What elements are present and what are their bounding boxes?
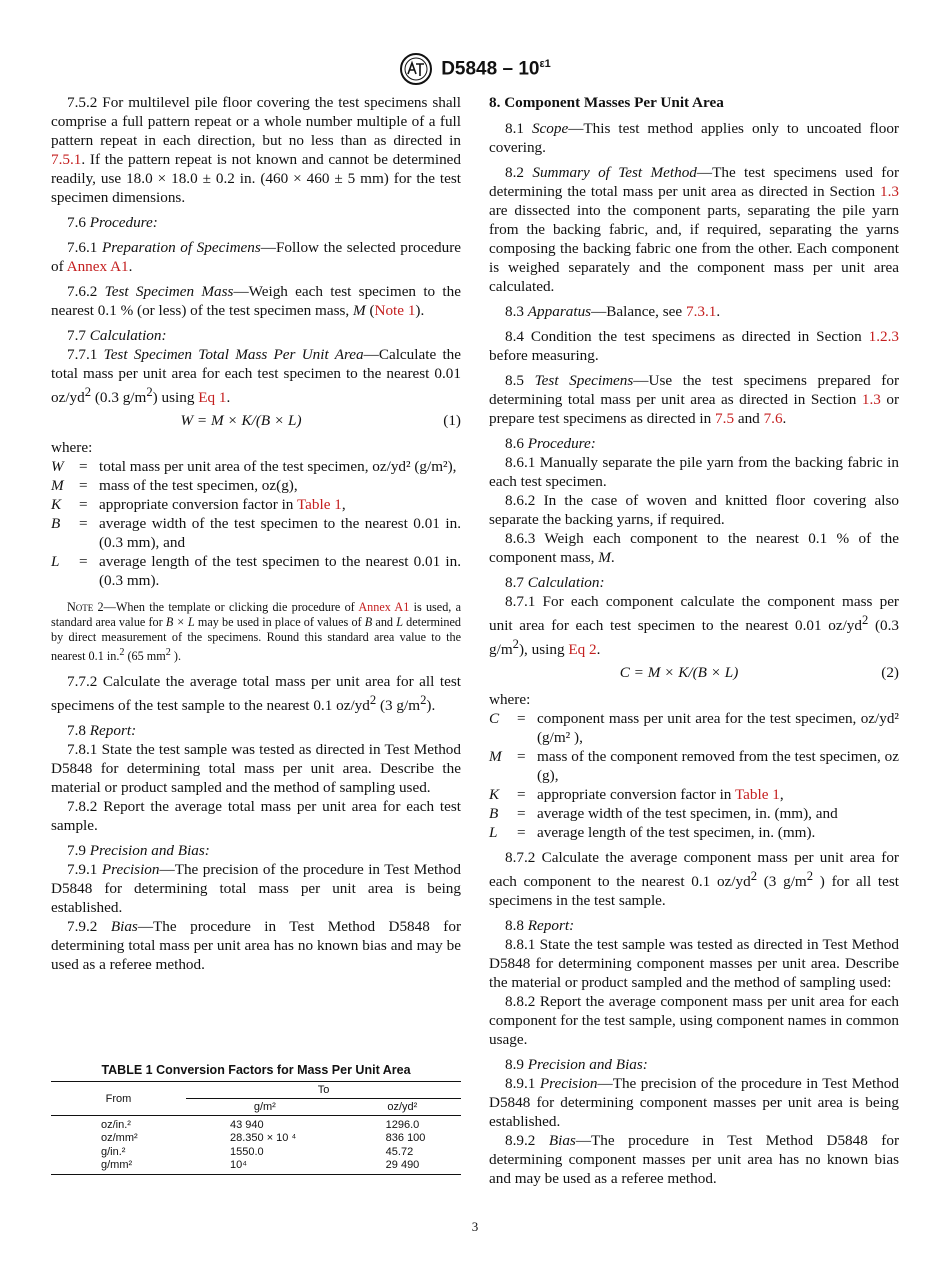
para-7-9-2: 7.9.2 Bias—The procedure in Test Method D5848 for determining total mass per unit area has no known bias and may be used as a referee method. xyxy=(51,918,461,974)
para-7-7-2: 7.7.2 Calculate the average total mass per unit area for all test specimens of the test sample to the nearest 0.1 $oz/yd^2$ (3 $g/m^2$). xyxy=(51,673,461,715)
variable-row: L = average length of the test specimen to the nearest 0.01 in. (0.3 mm). xyxy=(51,553,461,590)
para-8-8: 8.8 Report: xyxy=(505,917,575,935)
link-table-1[interactable]: Table 1 xyxy=(734,786,780,804)
standard-designation: $D5848 - 10^{\varepsilon 1}$ xyxy=(441,57,551,80)
variable-row: M = mass of the test specimen, oz(g), xyxy=(51,477,298,495)
left-column xyxy=(51,93,461,980)
para-7-6-2: 7.6.2 Test Specimen Mass—Weigh each test specimen to the nearest 0.1 % (or less) of the test specimen mass, M (Note 1). xyxy=(51,283,461,319)
link-7-6[interactable]: 7.6 xyxy=(763,410,783,427)
column-header-gm2: g/m² xyxy=(186,1099,344,1116)
link-table-1[interactable]: Table 1 xyxy=(296,496,342,514)
conversion-table xyxy=(51,1081,461,1175)
para-7-6: 7.6 Procedure: xyxy=(67,214,158,231)
table-1 xyxy=(51,1063,461,1175)
column-header-from: From xyxy=(51,1082,186,1116)
para-8-4: 8.4 Condition the test specimens as directed in Section 1.2.3 before measuring. xyxy=(489,328,899,364)
equation-2: C = M × K/(B × L) (2) xyxy=(619,664,899,682)
para-8-1: 8.1 Scope—This test method applies only to uncoated floor covering. xyxy=(489,120,899,156)
variable-row: B = average width of the test specimen to the nearest 0.01 in. (0.3 mm), and xyxy=(51,515,461,552)
para-8-9: 8.9 Precision and Bias: xyxy=(505,1056,648,1074)
para-7-9: 7.9 Precision and Bias: xyxy=(67,842,210,860)
variable-row: K = appropriate conversion factor in Table 1, xyxy=(489,786,784,804)
variable-row: L = average length of the test specimen, in. (mm). xyxy=(489,824,816,842)
table-row: oz/in.² 43 940 1296.0 xyxy=(101,1119,420,1131)
link-1-3[interactable]: 1.3 xyxy=(880,183,899,200)
para-8-3: 8.3 Apparatus—Balance, see 7.3.1. xyxy=(505,303,721,320)
variable-list xyxy=(489,709,899,842)
para-7-7-1: 7.7.1 Test Specimen Total Mass Per Unit Area—Calculate the total mass per unit area for each test specimen to the nearest 0.01 $oz/yd^2$ (0.3 $g/m^2$) using Eq 1. xyxy=(51,346,462,407)
para-8-2: 8.2 Summary of Test Method—The test specimens used for determining the total mass per unit area as directed in Section 1.3 are dissected into the component parts, separating the pile yarn from the backing fabric, and, if required, separating the yarns composing the backing fabric one from the other. Each component is weighed separately and the component mass per unit area calculated. xyxy=(489,164,900,295)
where-label: where: xyxy=(51,439,93,457)
page-header xyxy=(0,52,950,91)
link-1-2-3[interactable]: 1.2.3 xyxy=(868,328,899,345)
note-2: Note 2—When the template or clicking die procedure of Annex A1 is used, a standard area value for B × L may be used in place of values of B and L determined by direct measurement of the specimens. Round this standard area value to the nearest 0.1 in.$^2$ (65 $mm^2$ ). xyxy=(51,600,462,664)
para-7-8-1: 7.8.1 State the test sample was tested as directed in Test Method D5848 for determining total mass per unit area. Describe the material or product sampled and the method of sampling used. xyxy=(51,741,461,797)
variable-row: W = total mass per unit area of the test specimen, oz/yd² (g/m²), xyxy=(51,458,457,476)
para-7-5-2: 7.5.2 For multilevel pile floor covering the test specimens shall comprise a full pattern repeat or a whole number multiple of a full pattern repeat in each direction, but no less than as directed in 7.5.1. If the pattern repeat is not known and cannot be determined readily, use 18.0 × 18.0 ± 0.2 in. (460 × 460 ± 5 mm) for the test specimen dimensions. xyxy=(51,94,461,206)
para-7-8-2: 7.8.2 Report the average total mass per unit area for each test sample. xyxy=(51,798,461,835)
column-header-ozyd2: oz/yd² xyxy=(344,1099,461,1116)
para-8-9-1: 8.9.1 Precision—The precision of the procedure in Test Method D5848 for determining component masses per unit area is being established. xyxy=(489,1075,899,1131)
para-8-6: 8.6 Procedure: xyxy=(505,435,596,452)
para-8-7-1: 8.7.1 For each component calculate the component mass per unit area for each test specimen to the nearest 0.01 $oz/yd^2$ (0.3 $g/m^2$), using Eq 2. xyxy=(489,593,899,659)
para-7-6-1: 7.6.1 Preparation of Specimens—Follow the selected procedure of Annex A1. xyxy=(51,239,462,275)
variable-row: M = mass of the component removed from the test specimen, oz (g), xyxy=(489,748,899,785)
table-row: g/mm² 10⁴ 29 490 xyxy=(51,1159,461,1175)
para-8-6-3: 8.6.3 Weigh each component to the nearest 0.1 % of the component mass, M. xyxy=(489,530,899,566)
para-7-7: 7.7 Calculation: xyxy=(67,327,167,344)
para-8-6-2: 8.6.2 In the case of woven and knitted floor covering also separate the backing yarns, if required. xyxy=(489,492,899,528)
variable-row: C = component mass per unit area for the test specimen, oz/yd² (g/m² ), xyxy=(489,710,899,747)
table-row: oz/mm² 28.350 × 10 ⁴ 836 100 xyxy=(101,1132,426,1144)
section-8-heading: 8. Component Masses Per Unit Area xyxy=(489,94,724,111)
link-annex-a1[interactable]: Annex A1 xyxy=(358,600,410,615)
link-note-1[interactable]: Note 1 xyxy=(374,302,416,319)
table-row: g/in.² 1550.0 45.72 xyxy=(101,1146,414,1158)
para-8-8-2: 8.8.2 Report the average component mass per unit area for each component for the test sample, using component names in common usage. xyxy=(489,993,899,1049)
link-annex-a1[interactable]: Annex A1 xyxy=(66,258,129,275)
variable-row: B = average width of the test specimen, in. (mm), and xyxy=(489,805,838,823)
column-header-to: To xyxy=(186,1082,461,1099)
link-7-5[interactable]: 7.5 xyxy=(715,410,735,427)
variable-list xyxy=(51,457,461,590)
link-7-3-1[interactable]: 7.3.1 xyxy=(685,303,717,320)
link-eq-1[interactable]: Eq 1 xyxy=(198,389,227,407)
astm-logo-icon xyxy=(399,52,433,86)
para-8-6-1: 8.6.1 Manually separate the pile yarn from the backing fabric in each test specimen. xyxy=(489,454,899,490)
link-eq-2[interactable]: Eq 2 xyxy=(568,641,597,659)
para-8-5: 8.5 Test Specimens—Use the test specimens prepared for determining total mass per unit area as directed in Section 1.3 or prepare test specimens as directed in 7.5 and 7.6. xyxy=(489,372,900,427)
para-8-9-2: 8.9.2 Bias—The procedure in Test Method D5848 for determining component masses per unit area has no known bias and may be used as a referee method. xyxy=(489,1132,899,1188)
para-8-7-2: 8.7.2 Calculate the average component mass per unit area for each component to the nearest 0.1 $oz/yd^2$ (3 $g/m^2$ ) for all test specimens in the test sample. xyxy=(489,849,899,910)
link-7-5-1[interactable]: 7.5.1 xyxy=(51,151,82,168)
right-column xyxy=(489,93,899,1194)
para-7-8: 7.8 Report: xyxy=(67,722,137,740)
para-8-7: 8.7 Calculation: xyxy=(505,574,605,591)
where-label: where: xyxy=(489,691,531,709)
variable-row: K = appropriate conversion factor in Table 1, xyxy=(51,496,346,514)
link-1-3[interactable]: 1.3 xyxy=(861,391,881,408)
para-7-9-1: 7.9.1 Precision—The precision of the procedure in Test Method D5848 for determining total mass per unit area is being established. xyxy=(51,861,461,917)
table-title: TABLE 1 Conversion Factors for Mass Per Unit Area xyxy=(101,1063,411,1077)
para-8-8-1: 8.8.1 State the test sample was tested as directed in Test Method D5848 for determining component masses per unit area. Describe the material or product sampled and the method of sampling used: xyxy=(489,936,899,992)
equation-1: W = M × K/(B × L) (1) xyxy=(180,412,461,430)
page-number: 3 xyxy=(471,1219,479,1234)
